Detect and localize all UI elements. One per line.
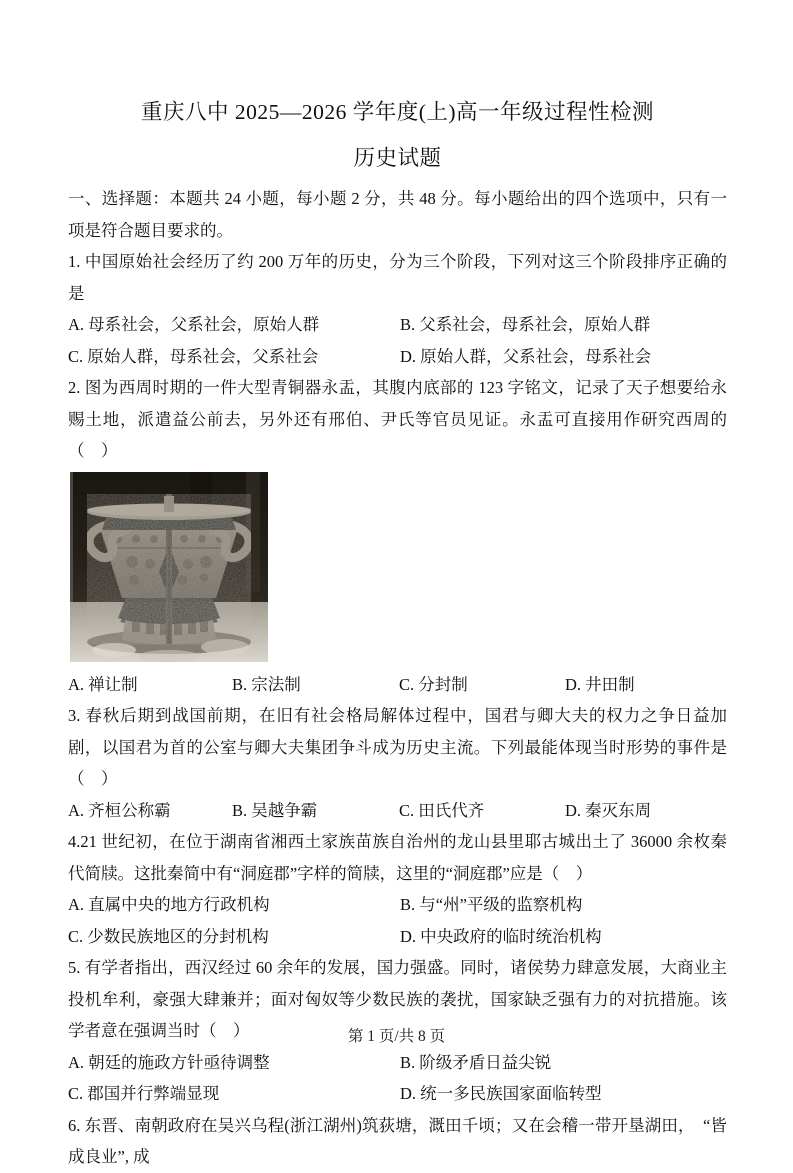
question-4	[68, 826, 727, 952]
section-instructions: 一、选择题：本题共 24 小题，每小题 2 分，共 48 分。每小题给出的四个选项中，只有一项是符合题目要求的。	[68, 189, 727, 240]
question-1-option-d: D. 原始人群，父系社会，母系社会	[400, 346, 652, 366]
exam-title: 重庆八中 2025—2026 学年度(上)高一年级过程性检测	[140, 100, 655, 124]
question-6	[68, 1110, 727, 1173]
question-3-options	[68, 795, 727, 827]
page-indicator: 第 1 页/共 8 页	[347, 1028, 446, 1045]
question-3-stem: 3. 春秋后期到战国前期，在旧有社会格局解体过程中，国君与卿大夫的权力之争日益加剧，以国君为首的公室与卿大夫集团争斗成为历史主流。下列最能体现当时形势的事件是（ ）	[68, 706, 727, 788]
question-2-option-b: B. 宗法制	[232, 674, 301, 694]
question-6-stem: 6. 东晋、南朝政府在吴兴乌程(浙江湖州)筑荻塘，溉田千顷；又在会稽一带开垦湖田， “皆成良业”, 成	[68, 1115, 727, 1166]
question-3-option-d: D. 秦灭东周	[565, 800, 652, 820]
question-4-option-b: B. 与“州”平级的监察机构	[400, 895, 583, 914]
question-2	[68, 372, 727, 700]
question-2-options	[68, 669, 727, 701]
question-2-option-c: C. 分封制	[399, 674, 468, 694]
question-4-option-c: C. 少数民族地区的分封机构	[68, 926, 269, 946]
question-1-stem: 1. 中国原始社会经历了约 200 万年的历史，分为三个阶段，下列对这三个阶段排序正确的是	[68, 252, 727, 303]
question-5-stem: 5. 有学者指出，西汉经过 60 余年的发展，国力强盛。同时，诸侯势力肆意发展，大商业主投机牟利，豪强大肆兼并；面对匈奴等少数民族的袭扰，国家缺乏强有力的对抗措施。该学者意在强调当时（ ）	[68, 958, 727, 1040]
question-5-option-b: B. 阶级矛盾日益尖锐	[400, 1052, 552, 1072]
question-1	[68, 246, 727, 372]
question-1-option-c: C. 原始人群，母系社会，父系社会	[68, 346, 319, 366]
question-4-stem: 4.21 世纪初，在位于湖南省湘西土家族苗族自治州的龙山县里耶古城出土了 36000 余枚秦代简牍。这批秦简中有“洞庭郡”字样的简牍，这里的“洞庭郡”应是（ ）	[68, 832, 727, 883]
question-5-option-d: D. 统一多民族国家面临转型	[400, 1084, 602, 1103]
question-5-options	[68, 1047, 727, 1110]
exam-subtitle: 历史试题	[353, 146, 442, 170]
question-2-stem: 2. 图为西周时期的一件大型青铜器永盂，其腹内底部的 123 字铭文，记录了天子想要给永赐土地，派遣益公前去，另外还有邢伯、尹氏等官员见证。永盂可直接用作研究西周的（ ）	[68, 378, 727, 460]
question-4-options	[68, 889, 727, 952]
question-2-option-a: A. 禅让制	[68, 674, 138, 694]
question-1-options	[68, 309, 727, 372]
question-4-option-a: A. 直属中央的地方行政机构	[68, 895, 270, 914]
question-5-option-c: C. 郡国并行弊端显现	[68, 1084, 220, 1103]
question-3-option-b: B. 吴越争霸	[232, 800, 318, 820]
bronze-vessel-photo	[70, 472, 268, 662]
question-3-option-a: A. 齐桓公称霸	[68, 800, 171, 820]
question-5-option-a: A. 朝廷的施政方针亟待调整	[68, 1052, 270, 1072]
question-4-option-d: D. 中央政府的临时统治机构	[400, 926, 602, 946]
question-2-option-d: D. 井田制	[565, 674, 635, 694]
question-1-option-a: A. 母系社会，父系社会，原始人群	[68, 315, 320, 334]
question-1-option-b: B. 父系社会，母系社会，原始人群	[400, 315, 651, 334]
question-3	[68, 700, 727, 826]
question-3-option-c: C. 田氏代齐	[399, 800, 485, 820]
